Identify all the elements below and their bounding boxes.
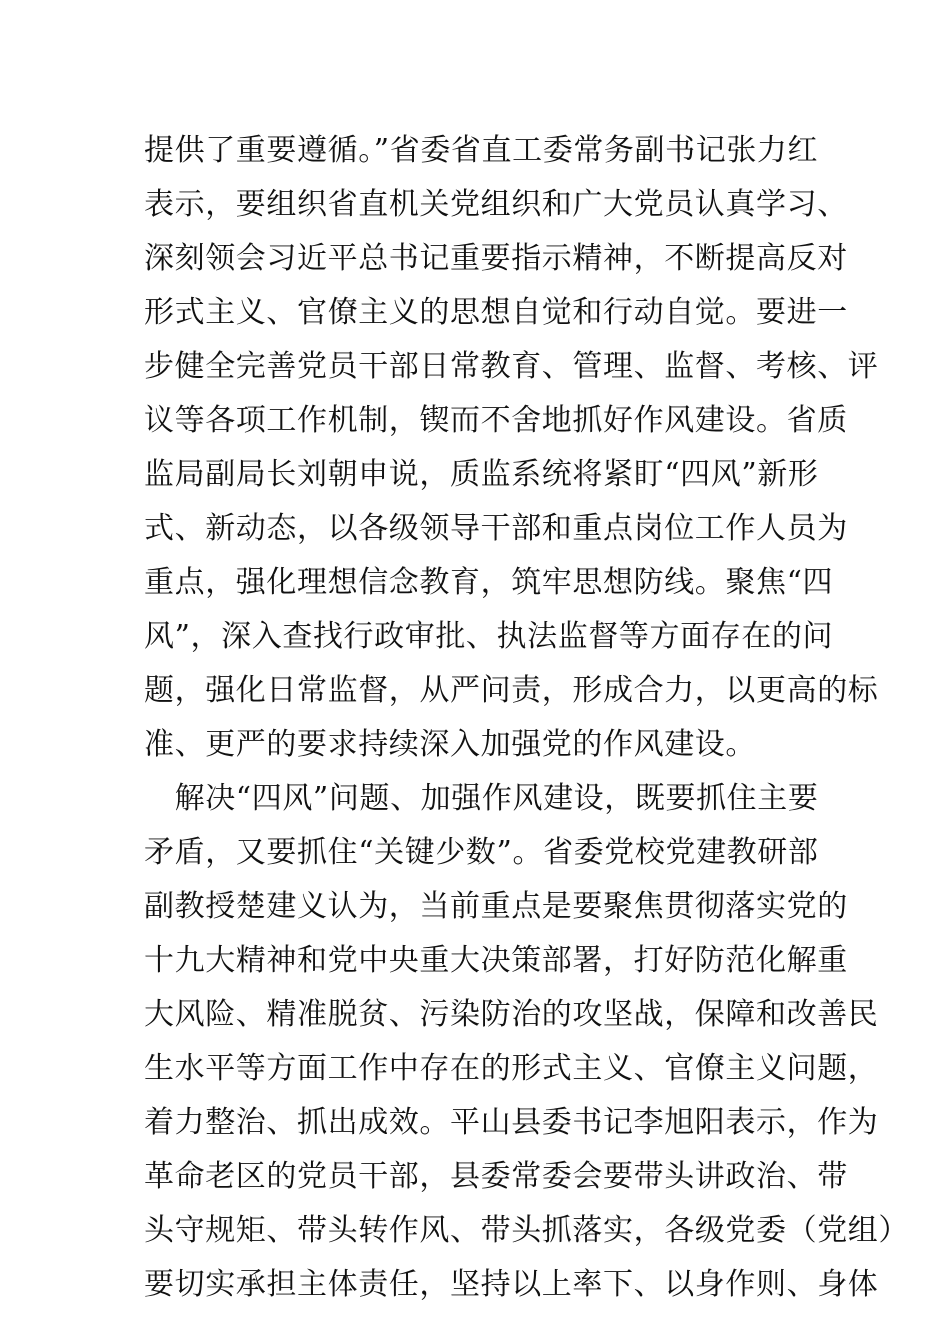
text-line: 准、更严的要求持续深入加强党的作风建设。 <box>144 727 756 762</box>
text-line: 提供了重要遵循。”省委省直工委常务副书记张力红 <box>144 133 819 168</box>
text-line: 表示，要组织省直机关党组织和广大党员认真学习、 <box>144 187 848 222</box>
text-line: 着力整治、抓出成效。平山县委书记李旭阳表示，作为 <box>144 1105 879 1140</box>
text-line: 头守规矩、带头转作风、带头抓落实，各级党委（党组） <box>144 1213 909 1248</box>
text-line: 革命老区的党员干部，县委常委会要带头讲政治、带 <box>144 1159 848 1194</box>
text-line: 十九大精神和党中央重大决策部署，打好防范化解重 <box>144 943 848 978</box>
article-body <box>144 124 909 1312</box>
text-line: 议等各项工作机制，锲而不舍地抓好作风建设。省质 <box>144 403 848 438</box>
text-line: 生水平等方面工作中存在的形式主义、官僚主义问题， <box>144 1051 879 1086</box>
text-line: 矛盾，又要抓住“关键少数”。省委党校党建教研部 <box>144 835 819 870</box>
text-line: 题，强化日常监督，从严问责，形成合力，以更高的标 <box>144 673 879 708</box>
text-line: 式、新动态，以各级领导干部和重点岗位工作人员为 <box>144 511 848 546</box>
text-line: 步健全完善党员干部日常教育、管理、监督、考核、评 <box>144 349 879 384</box>
text-line: 形式主义、官僚主义的思想自觉和行动自觉。要进一 <box>144 295 848 330</box>
text-line: 风”，深入查找行政审批、执法监督等方面存在的问 <box>144 619 834 654</box>
text-line: 大风险、精准脱贫、污染防治的攻坚战，保障和改善民 <box>144 997 879 1032</box>
text-line: 要切实承担主体责任，坚持以上率下、以身作则、身体 <box>144 1267 879 1302</box>
text-line: 监局副局长刘朝申说，质监系统将紧盯“四风”新形 <box>144 457 819 492</box>
text-line: 解决“四风”问题、加强作风建设，既要抓住主要 <box>144 781 819 816</box>
text-line: 重点，强化理想信念教育，筑牢思想防线。聚焦“四 <box>144 565 834 600</box>
text-line: 副教授楚建义认为，当前重点是要聚焦贯彻落实党的 <box>144 889 848 924</box>
text-line: 深刻领会习近平总书记重要指示精神，不断提高反对 <box>144 241 848 276</box>
